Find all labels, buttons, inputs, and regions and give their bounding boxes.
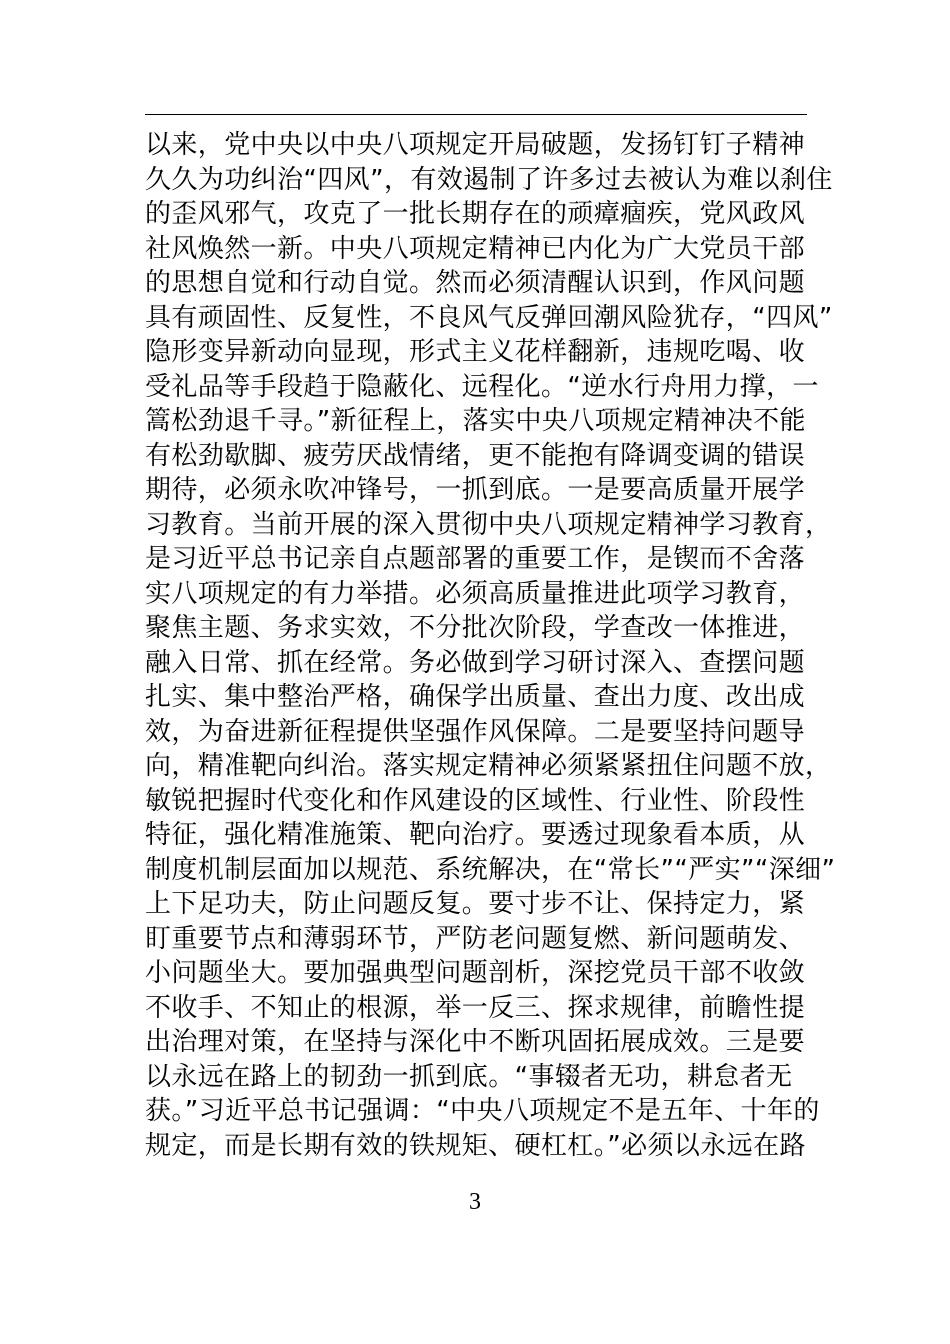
text-line: 效，为奋进新征程提供坚强作风保障。二是要坚持问题导 bbox=[145, 716, 806, 747]
text-line: 制度机制层面加以规范、系统解决，在“常长”“严实”“深细” bbox=[145, 854, 836, 885]
text-line: 扎实、集中整治严格，确保学出质量、查出力度、改出成 bbox=[145, 682, 806, 712]
text-line: 盯重要节点和薄弱环节，严防老问题复燃、新问题萌发、 bbox=[145, 923, 806, 954]
text-line: 期待，必须永吹冲锋号，一抓到底。一是要高质量开展学 bbox=[145, 475, 806, 505]
text-line: 敏锐把握时代变化和作风建设的区域性、行业性、阶段性 bbox=[145, 785, 806, 816]
text-line: 获。”习近平总书记强调：“中央八项规定不是五年、十年的 bbox=[145, 1096, 820, 1126]
text-line: 以来，党中央以中央八项规定开局破题，发扬钉钉子精神 bbox=[145, 130, 806, 160]
text-line: 聚焦主题、务求实效，不分批次阶段，学查改一体推进， bbox=[145, 613, 806, 643]
header-rule bbox=[145, 114, 807, 115]
text-line: 的思想自觉和行动自觉。然而必须清醒认识到，作风问题 bbox=[145, 268, 806, 298]
text-line: 上下足功夫，防止问题反复。要寸步不让、保持定力，紧 bbox=[145, 889, 806, 919]
text-line: 久久为功纠治“四风”，有效遏制了许多过去被认为难以刹住 bbox=[145, 164, 833, 195]
text-line: 规定，而是长期有效的铁规矩、硬杠杠。”必须以永远在路 bbox=[145, 1130, 806, 1161]
text-line: 受礼品等手段趋于隐蔽化、远程化。“逆水行舟用力撑，一 bbox=[145, 371, 819, 402]
text-line: 习教育。当前开展的深入贯彻中央八项规定精神学习教育， bbox=[145, 509, 832, 540]
text-line: 有松劲歇脚、疲劳厌战情绪，更不能抱有降调变调的错误 bbox=[145, 440, 806, 471]
body-paragraph bbox=[145, 128, 836, 1163]
text-line: 是习近平总书记亲自点题部署的重要工作，是锲而不舍落 bbox=[145, 544, 806, 574]
text-line: 隐形变异新动向显现，形式主义花样翻新，违规吃喝、收 bbox=[145, 337, 806, 367]
text-line: 的歪风邪气，攻克了一批长期存在的顽瘴痼疾，党风政风 bbox=[145, 199, 806, 229]
text-line: 出治理对策，在坚持与深化中不断巩固拓展成效。三是要 bbox=[145, 1027, 806, 1057]
text-line: 以永远在路上的韧劲一抓到底。“事辍者无功，耕怠者无 bbox=[145, 1061, 793, 1092]
text-line: 实八项规定的有力举措。必须高质量推进此项学习教育， bbox=[145, 578, 806, 609]
page-number: 3 bbox=[469, 1189, 481, 1215]
text-line: 不收手、不知止的根源，举一反三、探求规律，前瞻性提 bbox=[145, 992, 806, 1023]
text-line: 篙松劲退千寻。”新征程上，落实中央八项规定精神决不能 bbox=[145, 406, 806, 436]
text-line: 向，精准靶向纠治。落实规定精神必须紧紧扭住问题不放， bbox=[145, 751, 832, 781]
text-line: 特征，强化精准施策、靶向治疗。要透过现象看本质，从 bbox=[145, 820, 806, 850]
text-line: 具有顽固性、反复性，不良风气反弹回潮风险犹存，“四风” bbox=[145, 302, 833, 333]
text-line: 小问题坐大。要加强典型问题剖析，深挖党员干部不收敛 bbox=[145, 958, 806, 988]
text-line: 融入日常、抓在经常。务必做到学习研讨深入、查摆问题 bbox=[145, 647, 806, 678]
text-line: 社风焕然一新。中央八项规定精神已内化为广大党员干部 bbox=[145, 233, 806, 264]
